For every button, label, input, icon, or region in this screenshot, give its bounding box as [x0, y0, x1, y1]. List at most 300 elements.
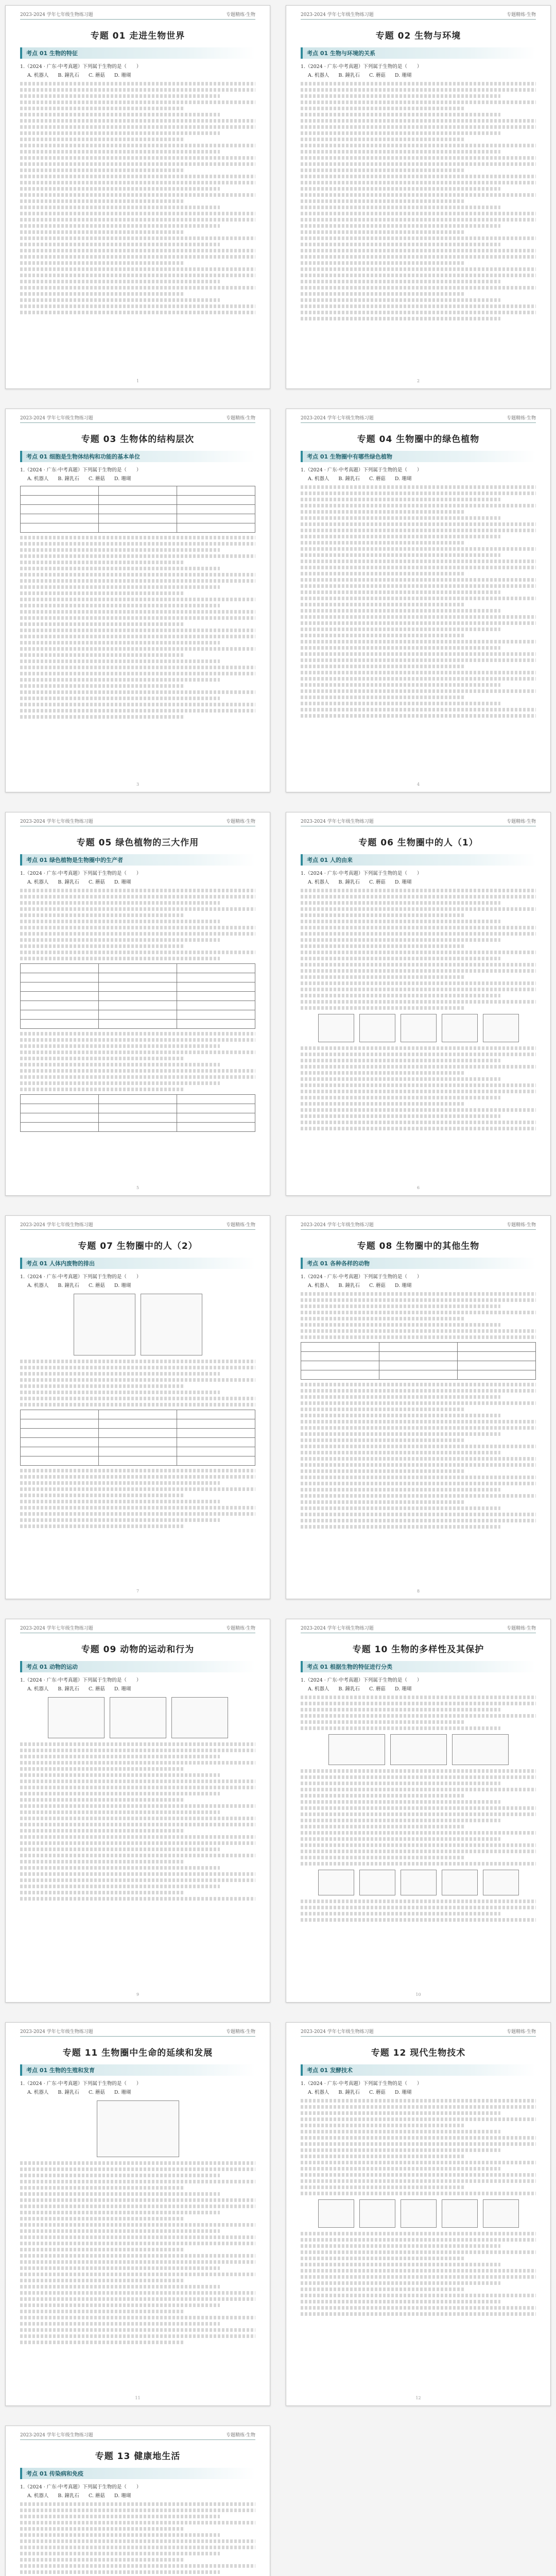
- text-line: [20, 889, 255, 892]
- text-line: [20, 1742, 255, 1746]
- text-line: [301, 1788, 536, 1791]
- text-line: [301, 292, 465, 296]
- text-line: [301, 1800, 500, 1804]
- text-line: [301, 1317, 465, 1320]
- text-line: [301, 317, 500, 320]
- page-body: [20, 2502, 255, 2576]
- table-cell: [177, 1001, 255, 1010]
- section-heading: 考点 01 细胞是生物体结构和功能的基本单位: [20, 451, 255, 462]
- text-line: [20, 2322, 220, 2326]
- page-body: [20, 889, 255, 1132]
- section-heading: 考点 01 绿色植物是生物圈中的生产者: [20, 854, 255, 866]
- text-line: [301, 2099, 536, 2103]
- figure-row: [20, 2100, 255, 2157]
- option-b: B. 鐘乳石: [338, 1283, 360, 1289]
- text-line: [301, 2105, 536, 2109]
- table-cell: [177, 523, 255, 533]
- option-b: B. 鐘乳石: [58, 1686, 79, 1692]
- text-line: [20, 2533, 220, 2537]
- text-line: [20, 2328, 255, 2332]
- running-header: [301, 1221, 536, 1230]
- text-line: [301, 572, 465, 575]
- running-header-left: 2023-2024 学年七年级生物练习题: [301, 1223, 374, 1228]
- text-line: [301, 1900, 536, 1903]
- table-cell: [177, 982, 255, 992]
- text-line: [301, 1096, 500, 1099]
- option-d: D. 珊瑚: [394, 476, 412, 482]
- text-line: [20, 690, 255, 694]
- table-cell: [21, 1113, 99, 1123]
- table-row: [21, 514, 255, 523]
- answer-options: [301, 72, 536, 79]
- option-b: B. 鐘乳石: [338, 2090, 360, 2095]
- text-line: [301, 1782, 500, 1785]
- running-header: [20, 1221, 255, 1230]
- option-a: A. 机器人: [27, 879, 49, 885]
- text-line: [20, 100, 255, 104]
- option-a: A. 机器人: [27, 1686, 49, 1692]
- table-row: [21, 496, 255, 505]
- text-line: [301, 1121, 536, 1124]
- option-a: A. 机器人: [27, 476, 49, 482]
- figure-image: [442, 1870, 478, 1895]
- text-line: [301, 2250, 536, 2254]
- table-row: [21, 486, 255, 496]
- text-line: [20, 2223, 255, 2227]
- page-number: 3: [136, 782, 140, 787]
- text-line: [20, 1524, 185, 1528]
- question-text: 1.（2024 · 广东·中考真题）下列属于生物的是（ ）: [20, 467, 142, 473]
- document-page: [5, 1215, 270, 1599]
- text-line: [20, 622, 185, 626]
- text-line: [20, 2539, 255, 2543]
- page-body: [20, 1697, 255, 1901]
- text-line: [20, 298, 220, 302]
- answer-options: [301, 878, 536, 886]
- text-line: [301, 94, 500, 98]
- figure-image: [390, 1734, 447, 1765]
- text-line: [20, 1841, 255, 1845]
- option-b: B. 鐘乳石: [58, 2493, 79, 2499]
- text-line: [20, 616, 255, 620]
- text-line: [20, 1378, 255, 1382]
- table-row: [21, 992, 255, 1001]
- table-cell: [177, 514, 255, 523]
- table-cell: [99, 1438, 177, 1447]
- table-cell: [21, 486, 99, 496]
- running-header-right: 专题精练·生物: [507, 416, 536, 421]
- text-line: [301, 1053, 536, 1056]
- option-c: C. 蘑菇: [369, 1686, 386, 1692]
- table-cell: [21, 1095, 99, 1104]
- text-line: [20, 168, 185, 172]
- table-cell: [177, 1410, 255, 1419]
- table-cell: [301, 1352, 379, 1361]
- running-header: [20, 1624, 255, 1633]
- page-title: 专题 11 生物圈中生命的延续和发展: [62, 2048, 213, 2058]
- section-heading: 考点 01 生物与环境的关系: [301, 47, 536, 59]
- option-d: D. 珊瑚: [114, 1686, 131, 1692]
- text-line: [20, 1786, 255, 1789]
- table-cell: [21, 496, 99, 505]
- text-line: [301, 156, 536, 160]
- text-line: [301, 895, 536, 899]
- text-line: [301, 553, 500, 557]
- figure-image: [401, 1014, 437, 1042]
- table-row: [21, 1113, 255, 1123]
- text-line: [20, 1063, 220, 1066]
- text-line: [20, 162, 255, 166]
- figure-image: [483, 1014, 519, 1042]
- question-text: 1.（2024 · 广东·中考真题）下列属于生物的是（ ）: [20, 2484, 142, 2490]
- text-line: [20, 1391, 220, 1394]
- text-line: [301, 994, 500, 997]
- option-b: B. 鐘乳石: [338, 476, 360, 482]
- table-cell: [99, 1020, 177, 1029]
- table-cell: [177, 1447, 255, 1456]
- table-cell: [177, 1095, 255, 1104]
- text-line: [20, 1475, 255, 1479]
- text-line: [20, 1885, 220, 1888]
- text-line: [20, 2558, 185, 2562]
- question-text: 1.（2024 · 广东·中考真题）下列属于生物的是（ ）: [20, 1677, 142, 1683]
- figure-image: [401, 1870, 437, 1895]
- text-line: [20, 2502, 255, 2506]
- text-line: [301, 1389, 536, 1393]
- option-d: D. 珊瑚: [114, 2090, 131, 2095]
- option-b: B. 鐘乳石: [58, 476, 79, 482]
- text-line: [20, 561, 185, 564]
- section-heading: 考点 01 根据生物的特征进行分类: [301, 1661, 536, 1672]
- figure-image: [359, 1870, 395, 1895]
- table-cell: [99, 992, 177, 1001]
- table-cell: [99, 496, 177, 505]
- text-line: [301, 2263, 500, 2266]
- figure-row: [301, 2199, 536, 2228]
- running-header-right: 专题精练·生物: [507, 1223, 536, 1228]
- text-line: [20, 2161, 255, 2165]
- table-cell: [21, 1123, 99, 1132]
- text-line: [20, 2180, 255, 2183]
- text-line: [301, 640, 536, 643]
- page-title: 专题 13 健康地生活: [95, 2451, 181, 2462]
- text-line: [20, 2186, 185, 2190]
- text-line: [301, 2192, 536, 2195]
- table-cell: [99, 1010, 177, 1020]
- text-line: [301, 286, 536, 290]
- text-line: [301, 541, 465, 545]
- text-line: [301, 981, 536, 985]
- table-cell: [99, 1447, 177, 1456]
- table-row: [21, 982, 255, 992]
- text-line: [20, 249, 255, 252]
- text-line: [20, 2552, 220, 2555]
- text-line: [301, 590, 500, 594]
- page-number: 2: [416, 379, 420, 383]
- table-row: [21, 523, 255, 533]
- section-heading: 考点 01 人的由来: [301, 854, 536, 866]
- text-line: [301, 1451, 500, 1454]
- text-line: [301, 615, 536, 619]
- text-line: [301, 144, 536, 147]
- table-cell: [21, 1410, 99, 1419]
- text-line: [301, 621, 536, 625]
- text-line: [301, 566, 536, 569]
- running-header-right: 专题精练·生物: [507, 1626, 536, 1631]
- text-line: [301, 1506, 500, 1510]
- table-cell: [21, 523, 99, 533]
- text-line: [301, 1102, 465, 1106]
- text-line: [301, 212, 536, 215]
- running-header: [20, 2028, 255, 2037]
- option-c: C. 蘑菇: [369, 1283, 386, 1289]
- text-line: [20, 938, 220, 942]
- text-line: [20, 1897, 255, 1901]
- table-cell: [99, 1123, 177, 1132]
- text-line: [20, 2248, 185, 2251]
- figure-image: [171, 1697, 228, 1738]
- figure-image: [452, 1734, 509, 1765]
- figure-image: [97, 2100, 179, 2157]
- text-line: [301, 2136, 536, 2140]
- running-header: [301, 11, 536, 20]
- document-page: [5, 812, 270, 1196]
- text-line: [301, 2142, 536, 2146]
- text-line: [301, 1708, 500, 1711]
- text-line: [301, 522, 536, 526]
- section-heading: 考点 01 发酵技术: [301, 2064, 536, 2076]
- text-line: [301, 696, 465, 699]
- text-line: [20, 286, 255, 290]
- text-line: [301, 2300, 500, 2303]
- data-table: [20, 1094, 255, 1132]
- text-line: [20, 2303, 220, 2307]
- page-body: [301, 485, 536, 718]
- text-line: [301, 1906, 536, 1909]
- table-cell: [177, 1123, 255, 1132]
- table-cell: [99, 964, 177, 973]
- question-text: 1.（2024 · 广东·中考真题）下列属于生物的是（ ）: [20, 871, 142, 876]
- document-page: [286, 2022, 551, 2406]
- text-line: [301, 1408, 465, 1411]
- figure-image: [483, 2199, 519, 2228]
- text-line: [20, 181, 255, 184]
- figure-image: [442, 2199, 478, 2228]
- table-cell: [21, 973, 99, 982]
- running-header-left: 2023-2024 学年七年级生物练习题: [20, 1626, 93, 1631]
- text-line: [20, 1891, 185, 1894]
- option-d: D. 珊瑚: [394, 2090, 412, 2095]
- text-line: [301, 2306, 536, 2310]
- text-line: [301, 113, 500, 116]
- text-line: [301, 702, 500, 705]
- text-line: [20, 1767, 185, 1771]
- figure-row: [20, 1697, 255, 1738]
- text-line: [301, 609, 500, 613]
- option-a: A. 机器人: [27, 1283, 49, 1289]
- text-line: [20, 1494, 185, 1497]
- text-line: [301, 1494, 536, 1498]
- answer-options: [20, 1282, 255, 1290]
- text-line: [20, 88, 255, 92]
- text-line: [301, 1292, 536, 1296]
- text-line: [301, 1304, 500, 1308]
- table-row: [21, 964, 255, 973]
- table-row: [21, 1438, 255, 1447]
- text-line: [301, 1476, 536, 1479]
- text-line: [20, 1512, 255, 1516]
- table-cell: [379, 1343, 458, 1352]
- figure-image: [48, 1697, 105, 1738]
- table-cell: [99, 1429, 177, 1438]
- page-title: 专题 01 走进生物世界: [90, 31, 185, 41]
- page-title: 专题 07 生物圈中的人（2）: [78, 1241, 198, 1251]
- running-header-left: 2023-2024 学年七年级生物练习题: [301, 1626, 374, 1631]
- text-line: [20, 311, 255, 314]
- figure-image: [328, 1734, 385, 1765]
- table-cell: [301, 1343, 379, 1352]
- text-line: [20, 678, 220, 682]
- text-line: [301, 2281, 500, 2285]
- text-line: [20, 1761, 255, 1765]
- text-line: [301, 957, 500, 960]
- text-line: [20, 2546, 255, 2549]
- table-row: [21, 1447, 255, 1456]
- text-line: [20, 2235, 255, 2239]
- text-line: [20, 280, 220, 283]
- table-cell: [99, 505, 177, 514]
- table-cell: [458, 1352, 536, 1361]
- section-heading: 考点 01 生物的生殖和发育: [20, 2064, 255, 2076]
- option-b: B. 鐘乳石: [58, 1283, 79, 1289]
- text-line: [301, 913, 465, 917]
- answer-options: [301, 475, 536, 483]
- text-line: [301, 634, 465, 637]
- text-line: [301, 671, 536, 674]
- text-line: [20, 567, 220, 570]
- running-header-left: 2023-2024 学年七年级生物练习题: [301, 2029, 374, 2035]
- page-body: [20, 2100, 255, 2344]
- text-line: [20, 1500, 220, 1503]
- text-line: [301, 2173, 536, 2177]
- page-number: 1: [136, 379, 140, 383]
- figure-image: [483, 1870, 519, 1895]
- question-text: 1.（2024 · 广东·中考真题）下列属于生物的是（ ）: [20, 64, 142, 70]
- text-line: [301, 1525, 500, 1529]
- running-header-left: 2023-2024 学年七年级生物练习题: [20, 2433, 93, 2438]
- text-line: [20, 895, 255, 899]
- table-cell: [99, 1001, 177, 1010]
- option-a: A. 机器人: [308, 2090, 329, 2095]
- text-line: [301, 578, 536, 582]
- text-line: [301, 1769, 536, 1773]
- text-line: [20, 2254, 255, 2258]
- text-line: [20, 2279, 185, 2282]
- text-line: [20, 224, 220, 228]
- document-page: [286, 409, 551, 792]
- table-cell: [177, 505, 255, 514]
- figure-image: [401, 2199, 437, 2228]
- text-line: [20, 907, 255, 911]
- running-header-right: 专题精练·生物: [507, 819, 536, 824]
- option-b: B. 鐘乳石: [58, 73, 79, 78]
- table-row: [301, 1352, 536, 1361]
- text-line: [301, 1519, 536, 1522]
- text-line: [20, 1397, 255, 1400]
- table-cell: [177, 1010, 255, 1020]
- text-line: [301, 944, 465, 948]
- text-line: [20, 2515, 220, 2518]
- text-line: [301, 1438, 465, 1442]
- text-line: [301, 187, 500, 191]
- text-line: [20, 1360, 255, 1363]
- figure-image: [74, 1294, 135, 1355]
- text-line: [301, 1714, 536, 1718]
- text-line: [20, 901, 220, 905]
- text-line: [301, 665, 465, 668]
- table-row: [21, 1429, 255, 1438]
- page-title: 专题 12 现代生物技术: [371, 2048, 466, 2058]
- option-d: D. 珊瑚: [394, 1283, 412, 1289]
- page-title: 专题 03 生物体的结构层次: [81, 434, 195, 445]
- question-text: 1.（2024 · 广东·中考真题）下列属于生物的是（ ）: [301, 2081, 422, 2087]
- figure-image: [359, 1014, 395, 1042]
- text-line: [301, 926, 536, 929]
- table-cell: [99, 1095, 177, 1104]
- text-line: [301, 1806, 536, 1810]
- text-line: [301, 125, 536, 129]
- page-title: 专题 04 生物圈中的绿色植物: [357, 434, 480, 445]
- text-line: [20, 144, 255, 147]
- text-line: [20, 548, 220, 552]
- text-line: [301, 1006, 465, 1010]
- table-row: [301, 1361, 536, 1370]
- text-line: [20, 1057, 185, 1060]
- text-line: [301, 492, 536, 495]
- text-line: [301, 1812, 536, 1816]
- table-cell: [177, 1113, 255, 1123]
- text-line: [301, 255, 536, 259]
- figure-image: [318, 1870, 354, 1895]
- text-line: [20, 2205, 255, 2208]
- option-c: C. 蘑菇: [88, 2090, 105, 2095]
- text-line: [20, 2310, 185, 2313]
- text-line: [301, 714, 536, 718]
- table-cell: [177, 486, 255, 496]
- text-line: [301, 938, 500, 942]
- text-line: [20, 2285, 220, 2289]
- text-line: [20, 913, 185, 917]
- table-cell: [177, 496, 255, 505]
- document-page: [286, 1215, 551, 1599]
- text-line: [301, 224, 500, 228]
- page-grid: [5, 5, 551, 2576]
- page-title: 专题 08 生物圈中的其他生物: [357, 1241, 480, 1251]
- option-c: C. 蘑菇: [88, 2493, 105, 2499]
- text-line: [20, 591, 185, 595]
- table-cell: [458, 1343, 536, 1352]
- running-header-left: 2023-2024 学年七年级生物练习题: [20, 2029, 93, 2035]
- text-line: [20, 1069, 255, 1073]
- answer-options: [20, 2089, 255, 2096]
- text-line: [301, 498, 500, 501]
- section-heading: 考点 01 生物圈中有哪些绿色植物: [301, 451, 536, 462]
- text-line: [20, 554, 255, 558]
- option-c: C. 蘑菇: [88, 476, 105, 482]
- figure-image: [318, 1014, 354, 1042]
- table-row: [301, 1343, 536, 1352]
- running-header-right: 专题精练·生物: [226, 416, 255, 421]
